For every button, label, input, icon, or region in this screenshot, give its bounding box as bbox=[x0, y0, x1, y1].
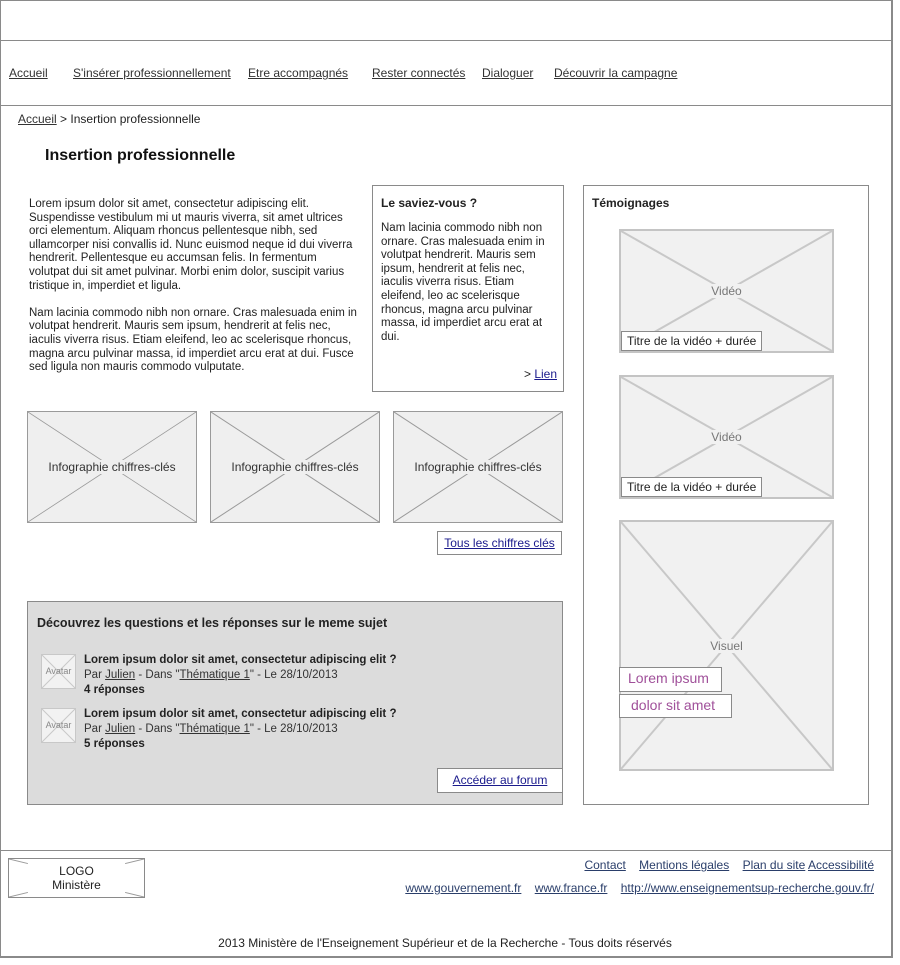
nav-item-rester-connectes[interactable]: Rester connectés bbox=[372, 66, 466, 80]
did-you-know-box bbox=[372, 185, 564, 392]
question-meta bbox=[84, 723, 338, 735]
footer-site-gouvernement[interactable]: www.gouvernement.fr bbox=[405, 881, 522, 895]
question-title[interactable]: Lorem ipsum dolor sit amet, consectetur adipiscing elit ? bbox=[84, 654, 397, 666]
meta-in-label: - Dans " bbox=[135, 723, 180, 735]
question-title[interactable]: Lorem ipsum dolor sit amet, consectetur adipiscing elit ? bbox=[84, 708, 397, 720]
nav-item-accueil[interactable]: Accueil bbox=[9, 66, 48, 80]
all-key-figures-button[interactable] bbox=[437, 531, 562, 555]
video-caption: Titre de la vidéo + durée bbox=[621, 331, 762, 351]
intro-text bbox=[29, 198, 359, 388]
nav-item-decouvrir[interactable]: Découvrir la campagne bbox=[554, 66, 678, 80]
author-link[interactable]: Julien bbox=[105, 669, 136, 681]
avatar bbox=[41, 654, 76, 689]
header-divider bbox=[0, 40, 891, 41]
reply-count: 4 réponses bbox=[84, 684, 145, 696]
meta-by-label: Par bbox=[84, 669, 102, 681]
infographic-placeholder[interactable] bbox=[27, 411, 197, 523]
avatar bbox=[41, 708, 76, 743]
testimonials-panel bbox=[583, 185, 869, 805]
infographic-label: Infographie chiffres-clés bbox=[231, 460, 359, 474]
footer-link-sitemap[interactable]: Plan du site bbox=[742, 858, 806, 872]
copyright: 2013 Ministère de l'Enseignement Supérieur et de la Recherche - Tous doits réservés bbox=[218, 936, 672, 950]
footer-link-contact[interactable]: Contact bbox=[584, 858, 626, 872]
visual-tag-line1: Lorem ipsum bbox=[619, 667, 722, 692]
footer-link-legal[interactable]: Mentions légales bbox=[639, 858, 730, 872]
breadcrumb-home[interactable]: Accueil bbox=[18, 112, 57, 126]
did-you-know-text: Nam lacinia commodo nibh non ornare. Cras malesuada enim in volutpat hendrerit. Mauris sem ipsum, hendrerit at felis nec, iaculis viverra risus. Etiam eleifend, leo ac scelerisque rhoncus, magna arcu pulvinar massa, id imperdiet arcu erat at dui. bbox=[381, 222, 545, 343]
question-meta bbox=[84, 669, 338, 681]
footer-site-enseignementsup[interactable]: http://www.enseignementsup-recherche.gouv.fr/ bbox=[620, 881, 874, 895]
page-title: Insertion professionnelle bbox=[45, 147, 236, 164]
video-label: Vidéo bbox=[711, 284, 742, 298]
theme-link[interactable]: Thématique 1 bbox=[179, 723, 250, 735]
forum-access-link[interactable]: Accéder au forum bbox=[452, 773, 548, 787]
all-key-figures-link[interactable]: Tous les chiffres clés bbox=[444, 536, 555, 550]
ministry-logo[interactable] bbox=[8, 858, 145, 898]
visual-label: Visuel bbox=[710, 638, 743, 653]
did-you-know-link-row bbox=[524, 367, 557, 381]
video-placeholder[interactable] bbox=[619, 229, 834, 353]
author-link[interactable]: Julien bbox=[105, 723, 136, 735]
footer-links bbox=[584, 858, 874, 872]
forum-title: Découvrez les questions et les réponses sur le meme sujet bbox=[37, 616, 388, 630]
intro-paragraph: Nam lacinia commodo nibh non ornare. Cras malesuada enim in volutpat hendrerit. Mauris sem ipsum, hendrerit at felis nec, iaculis viverra risus. Etiam eleifend, leo ac scelerisque rhoncus, magna arcu pulvinar massa, id imperdiet arcu erat at dui. Fusce sed ligula non mauris commodo vulputate. bbox=[29, 306, 357, 374]
video-label: Vidéo bbox=[711, 430, 742, 444]
footer-divider bbox=[0, 850, 891, 851]
meta-date: " - Le 28/10/2013 bbox=[249, 669, 338, 681]
visual-placeholder[interactable] bbox=[619, 520, 834, 771]
footer-link-accessibility[interactable]: Accessibilité bbox=[807, 858, 874, 872]
video-caption: Titre de la vidéo + durée bbox=[621, 477, 762, 497]
infographic-placeholder[interactable] bbox=[210, 411, 380, 523]
meta-date: " - Le 28/10/2013 bbox=[249, 723, 338, 735]
meta-by-label: Par bbox=[84, 723, 102, 735]
infographic-placeholder[interactable] bbox=[393, 411, 563, 523]
theme-link[interactable]: Thématique 1 bbox=[179, 669, 250, 681]
testimonials-title: Témoignages bbox=[592, 196, 670, 210]
forum-access-button[interactable] bbox=[437, 768, 563, 793]
avatar-label: Avatar bbox=[45, 666, 72, 676]
did-you-know-link[interactable]: Lien bbox=[534, 367, 557, 381]
reply-count: 5 réponses bbox=[84, 738, 145, 750]
did-you-know-title: Le saviez-vous ? bbox=[381, 196, 478, 210]
infographic-label: Infographie chiffres-clés bbox=[48, 460, 176, 474]
logo-line2: Ministère bbox=[52, 878, 101, 892]
forum-panel bbox=[27, 601, 563, 805]
breadcrumb bbox=[18, 112, 200, 126]
breadcrumb-current: Insertion professionnelle bbox=[70, 112, 201, 126]
visual-tag-line2: dolor sit amet bbox=[619, 694, 732, 718]
nav-item-dialoguer[interactable]: Dialoguer bbox=[482, 66, 534, 80]
logo-line1: LOGO bbox=[59, 864, 94, 878]
infographic-label: Infographie chiffres-clés bbox=[414, 460, 542, 474]
chevron-right-icon: > bbox=[523, 367, 531, 381]
footer-site-france[interactable]: www.france.fr bbox=[534, 881, 608, 895]
breadcrumb-separator: > bbox=[60, 112, 68, 126]
nav-item-accompagnes[interactable]: Etre accompagnés bbox=[248, 66, 349, 80]
intro-paragraph: Lorem ipsum dolor sit amet, consectetur adipiscing elit. Suspendisse vestibulum mi ut mauris viverra, sit amet ultrices orci elementum. Aliquam rhoncus pellentesque nibh, sed ullamcorper nisi convallis id. Nunc euismod neque id dui viverra hendrerit. Pellentesque eu accumsan felis. In fermentum volutpat dui sit amet pulvinar. Morbi enim dolor, suscipit varius tristique in, imperdiet et ligula. bbox=[29, 198, 353, 292]
footer-sites bbox=[405, 881, 874, 895]
nav-divider bbox=[0, 105, 891, 106]
meta-in-label: - Dans " bbox=[135, 669, 180, 681]
video-placeholder[interactable] bbox=[619, 375, 834, 499]
avatar-label: Avatar bbox=[45, 720, 72, 730]
nav-item-sinserer[interactable]: S'insérer professionnellement bbox=[73, 66, 231, 80]
